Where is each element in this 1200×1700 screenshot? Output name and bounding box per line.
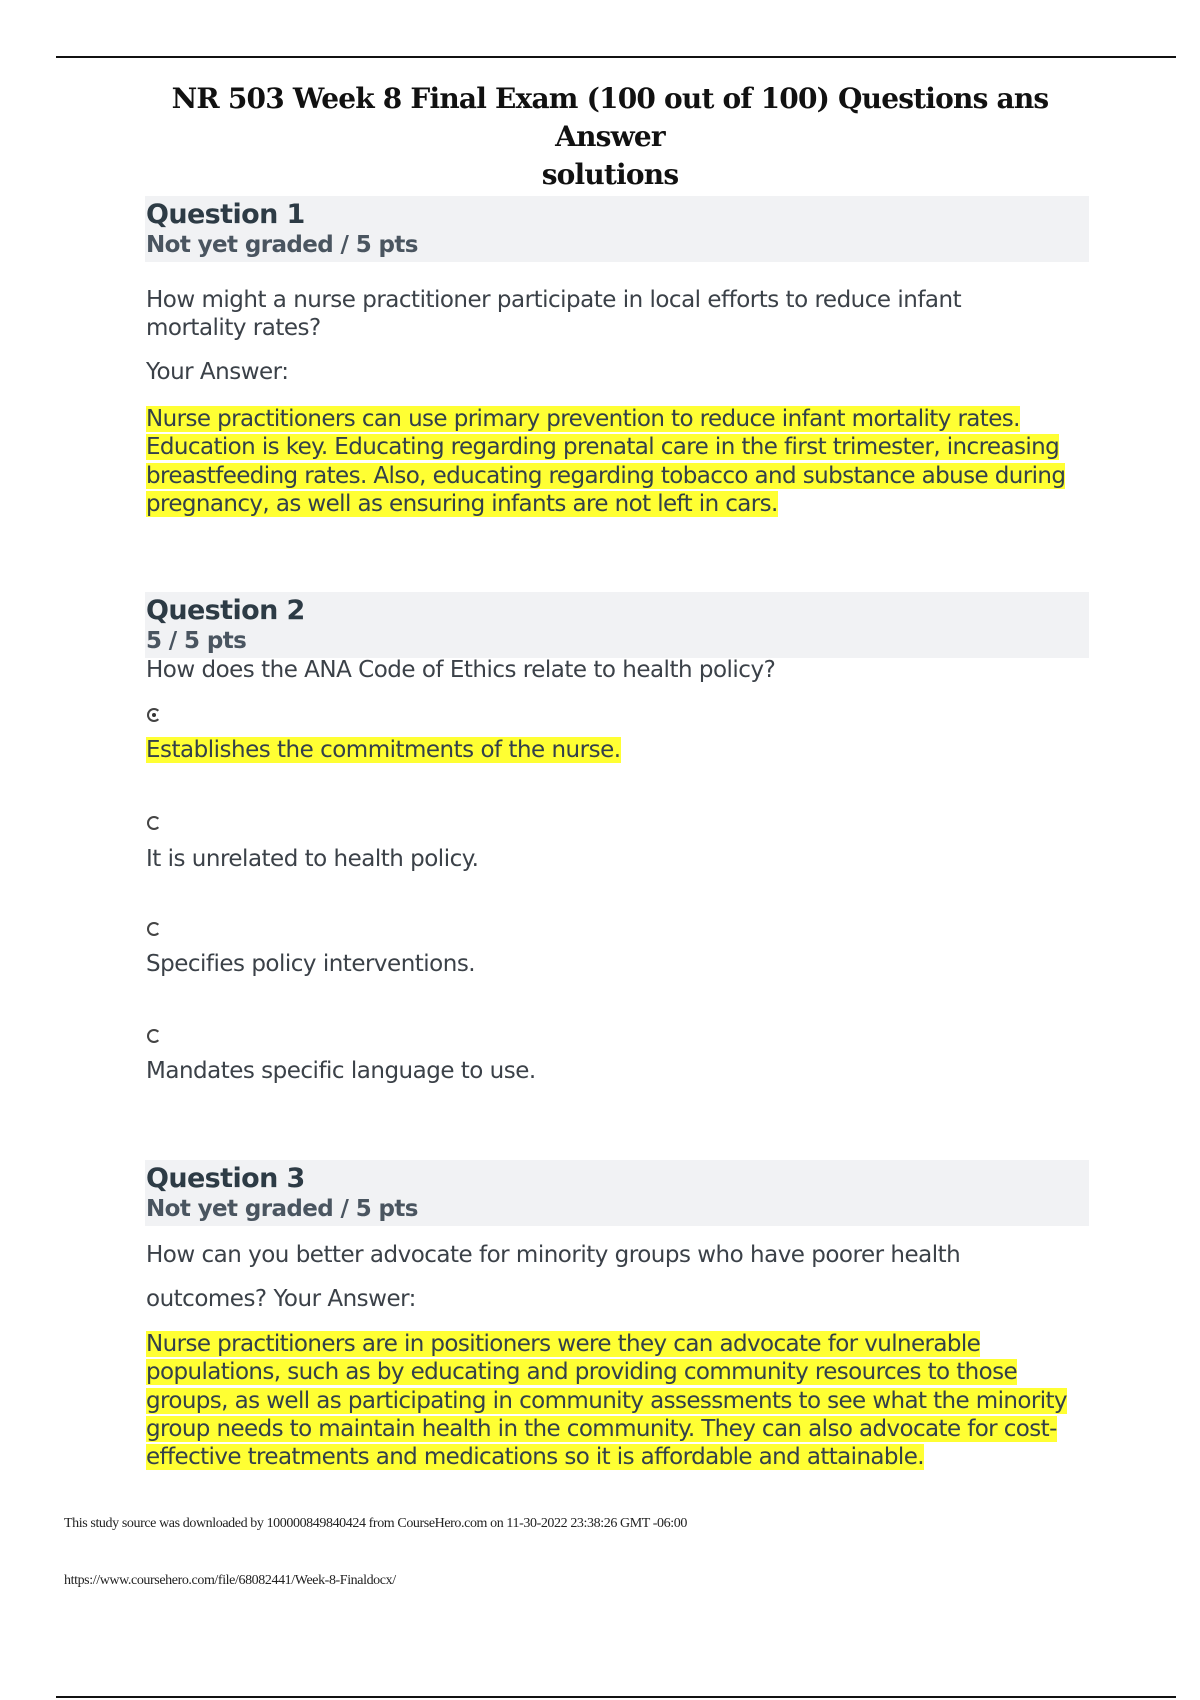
option-4-label: Mandates specific language to use. <box>146 1058 536 1084</box>
top-rule <box>56 56 1176 58</box>
question-2-title: Question 2 <box>146 595 305 626</box>
download-note: This study source was downloaded by 100000849840424 from CourseHero.com on 11-30-2022 23:38:26 GMT -06:00 <box>64 1516 687 1531</box>
bottom-rule <box>56 1696 1176 1698</box>
question-2-points: 5 / 5 pts <box>146 628 247 654</box>
option-2-label: It is unrelated to health policy. <box>146 846 479 872</box>
question-3-header <box>145 1160 1089 1226</box>
question-3-title: Question 3 <box>146 1163 305 1194</box>
document-title-line2: solutions <box>541 158 679 191</box>
option-3-radio[interactable] <box>147 922 161 936</box>
question-2-header <box>145 592 1089 658</box>
question-1-points: Not yet graded / 5 pts <box>146 232 418 258</box>
option-3-label: Specifies policy interventions. <box>146 951 476 977</box>
question-1-answer-text: Nurse practitioners can use primary prevention to reduce infant mortality rates. Education is key. Educating regarding prenatal care in the first trimester, increasing breastfeeding rates. Also, educating regarding tobacco and substance abuse during pregnancy, as well as ensuring infants are not left in cars. <box>146 406 1066 517</box>
question-3-prompt-line1: How can you better advocate for minority groups who have poorer health <box>146 1242 961 1268</box>
document-title <box>130 80 1090 194</box>
question-3-answer-text: Nurse practitioners are in positioners were they can advocate for vulnerable populations, such as by educating and providing community resources to those groups, as well as participating in community assessments to see what the minority group needs to maintain health in the community. They can also advocate for cost-effective treatments and medications so it is affordable and attainable. <box>146 1331 1067 1471</box>
option-2-radio[interactable] <box>147 816 161 830</box>
question-1-answer <box>146 405 1081 518</box>
document-title-line1: NR 503 Week 8 Final Exam (100 out of 100) Questions ans Answer <box>171 82 1049 153</box>
question-1-answer-label: Your Answer: <box>146 359 289 385</box>
source-url[interactable]: https://www.coursehero.com/file/68082441/Week-8-Finaldocx/ <box>64 1573 396 1588</box>
question-1-prompt: How might a nurse practitioner participate in local efforts to reduce infant mortality rates? <box>146 287 962 341</box>
option-1-label: Establishes the commitments of the nurse. <box>146 737 621 763</box>
question-3-prompt-line2: outcomes? Your Answer: <box>146 1286 416 1312</box>
question-3-points: Not yet graded / 5 pts <box>146 1196 418 1222</box>
question-1-title: Question 1 <box>146 199 305 230</box>
question-2-prompt: How does the ANA Code of Ethics relate to health policy? <box>146 657 776 683</box>
option-1-radio[interactable] <box>147 708 161 722</box>
option-4-radio[interactable] <box>147 1029 161 1043</box>
question-3-answer <box>146 1330 1081 1471</box>
question-1-header <box>145 196 1089 262</box>
